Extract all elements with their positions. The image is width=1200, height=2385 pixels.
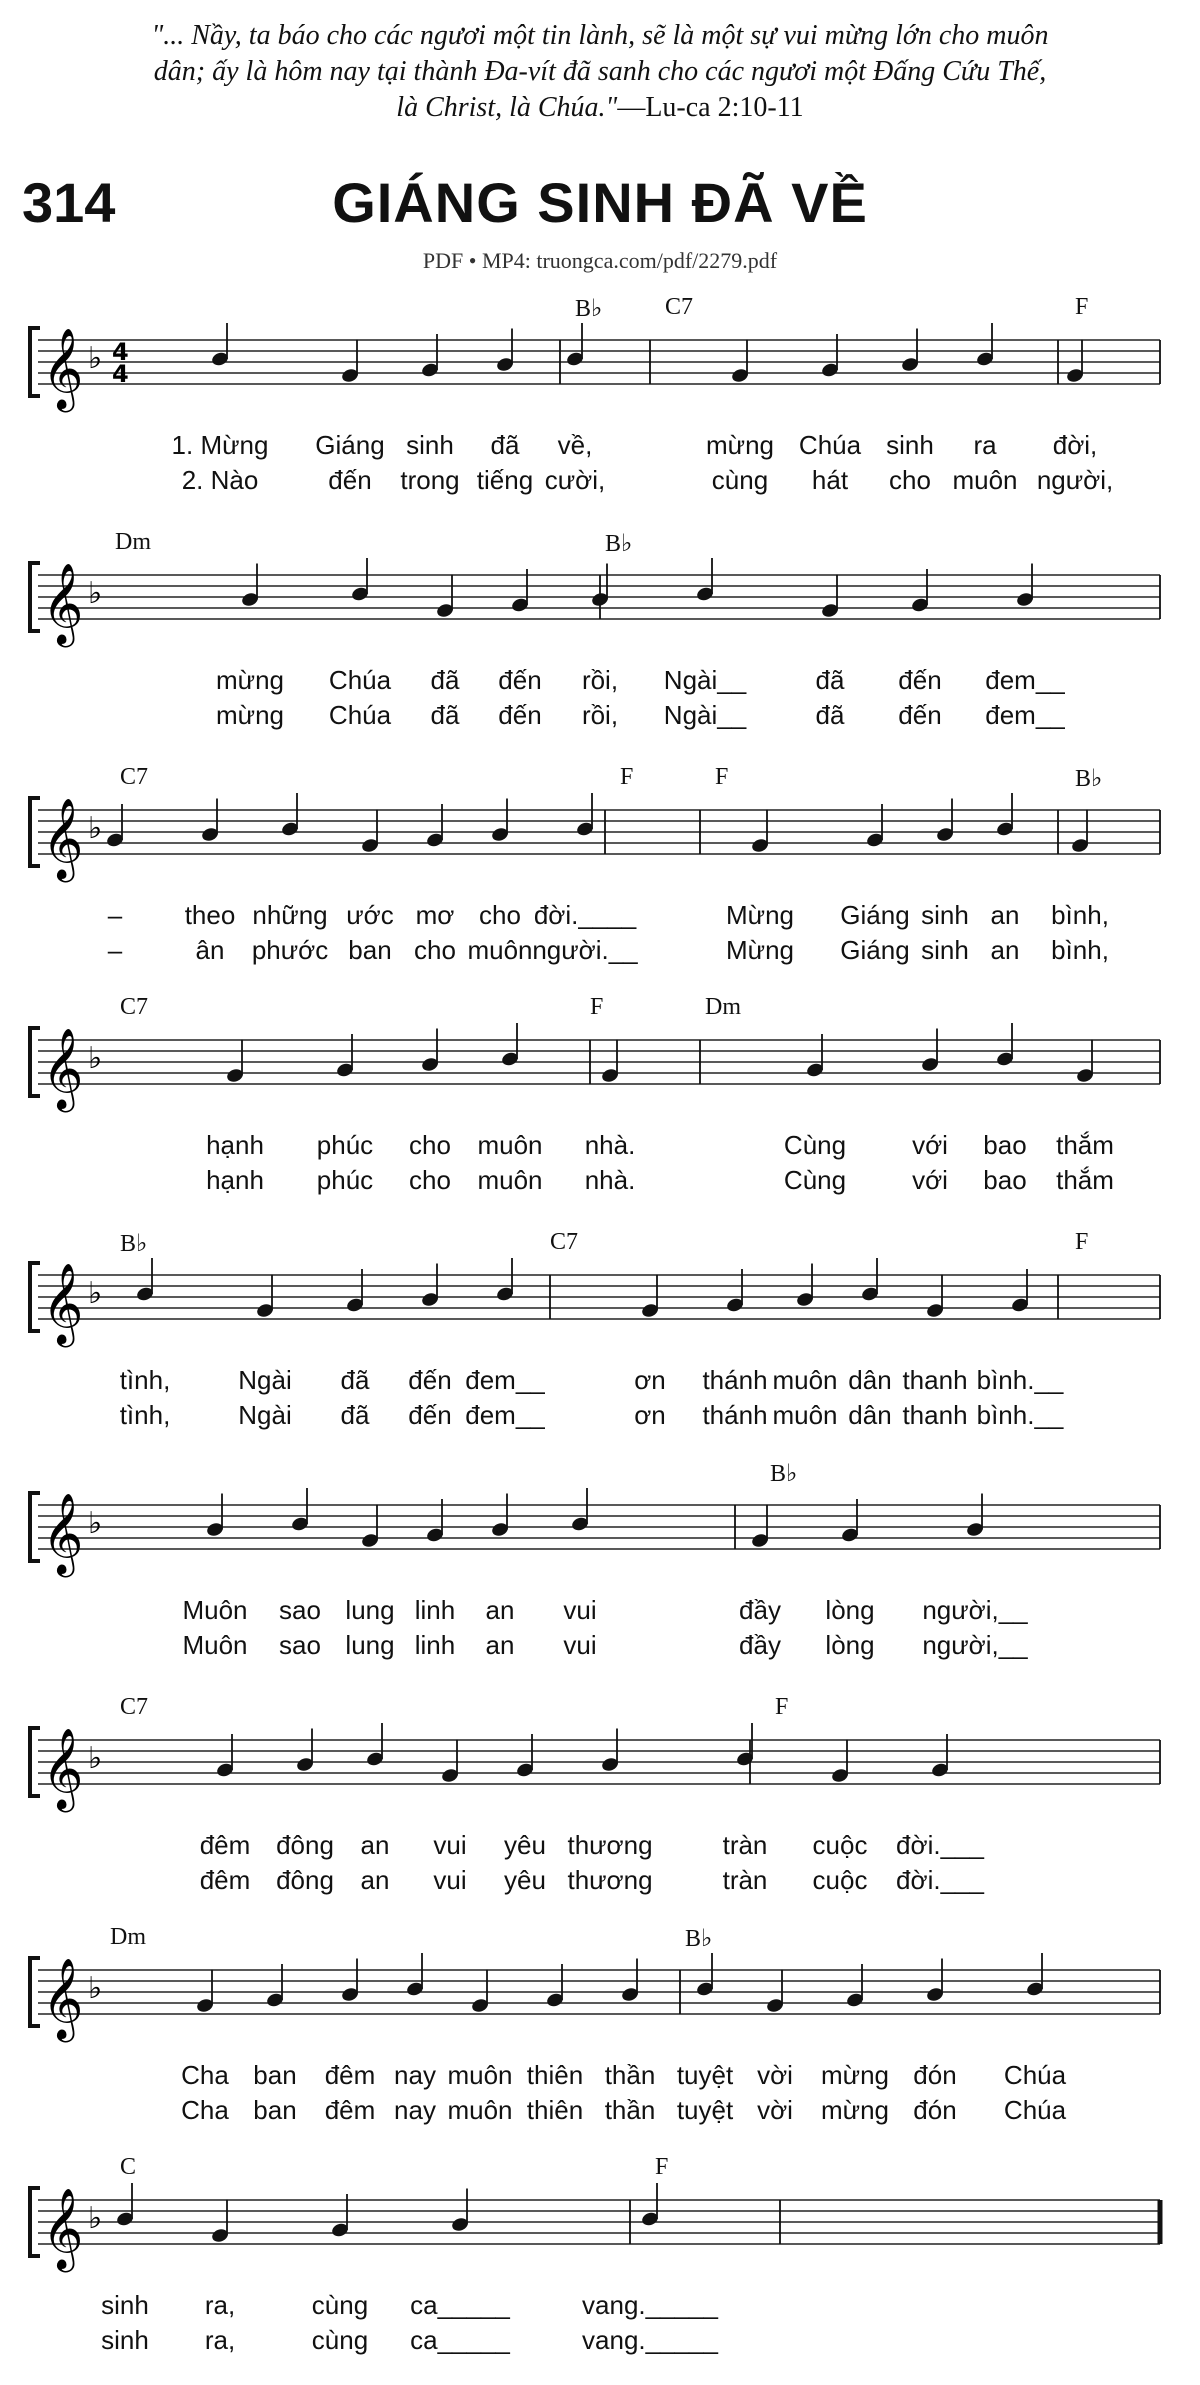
lyric-verse-2: rồi, xyxy=(581,700,619,730)
lyric-verse-1: Muôn xyxy=(182,1595,248,1625)
chord-symbol: F xyxy=(1075,294,1089,320)
lyric-verse-1: ra xyxy=(973,430,997,460)
lyric-verse-2: an xyxy=(990,935,1020,965)
lyric-verse-1: theo xyxy=(184,900,236,930)
lyric-verse-2: muôn xyxy=(447,2095,513,2125)
lyric-verse-1: với xyxy=(912,1130,948,1160)
lyric-verse-1: nay xyxy=(394,2060,436,2090)
chord-symbol: Dm xyxy=(115,529,151,555)
lyric-verse-1: ơn xyxy=(634,1365,666,1395)
lyric-verse-1: đến xyxy=(408,1365,452,1395)
lyric-verse-1: muôn xyxy=(477,1130,543,1160)
verse-line-2: dân; ấy là hôm nay tại thành Đa-vít đã sanh cho các ngươi một Đấng Cứu Thế, xyxy=(153,56,1047,87)
lyric-verse-2: bình, xyxy=(1051,935,1109,965)
staff-system xyxy=(0,2154,1200,2385)
chord-symbol: B♭ xyxy=(605,531,633,557)
staff-system xyxy=(0,529,1200,760)
lyric-verse-2: thiên xyxy=(526,2095,584,2125)
lyric-verse-2: muôn xyxy=(477,1165,543,1195)
lyric-verse-2: ân xyxy=(195,935,225,965)
chord-symbol: B♭ xyxy=(1075,766,1103,792)
lyric-verse-1: lung xyxy=(345,1595,395,1625)
lyric-verse-1: người,__ xyxy=(922,1595,1028,1625)
lyric-verse-2: nay xyxy=(394,2095,436,2125)
lyric-verse-1: mừng xyxy=(216,665,284,695)
staff-system xyxy=(0,1461,1200,1690)
staff-lines xyxy=(0,770,1200,910)
lyric-verse-1: đã xyxy=(490,430,520,460)
staff-system xyxy=(0,1694,1200,1925)
chord-symbol: C xyxy=(120,2154,137,2180)
lyric-verse-1: sinh xyxy=(886,430,934,460)
staff-system xyxy=(0,294,1200,525)
lyric-verse-2: người,__ xyxy=(922,1630,1028,1660)
lyric-verse-2: đến xyxy=(898,700,942,730)
chord-symbol: C7 xyxy=(120,994,149,1020)
lyric-verse-2: vui xyxy=(563,1630,597,1660)
lyric-verse-1: bình, xyxy=(1051,900,1109,930)
lyric-verse-2: cho xyxy=(414,935,456,965)
lyric-verse-1: Chúa xyxy=(328,665,392,695)
lyric-verse-1: đời.____ xyxy=(533,900,637,930)
lyric-verse-2: đón xyxy=(913,2095,957,2125)
lyric-verse-1: đã xyxy=(340,1365,370,1395)
lyric-verse-2: tiếng xyxy=(476,465,534,495)
lyric-verse-1: đã xyxy=(430,665,460,695)
lyric-verse-1: về, xyxy=(557,430,593,460)
lyric-verse-1: Mừng xyxy=(726,900,794,930)
lyric-verse-2: với xyxy=(912,1165,948,1195)
chord-symbol: F xyxy=(655,2154,669,2180)
lyric-verse-2: đã xyxy=(815,700,845,730)
lyric-verse-1: linh xyxy=(414,1595,456,1625)
lyric-verse-2: tràn xyxy=(722,1865,768,1895)
lyric-verse-2: Muôn xyxy=(182,1630,248,1660)
verse-line-3-text: là Christ, là Chúa." xyxy=(396,92,618,123)
lyric-verse-2: sinh xyxy=(101,2325,149,2355)
lyric-verse-1: dân xyxy=(848,1365,892,1395)
flat-key-signature-icon: ♭ xyxy=(88,1741,103,1776)
lyric-verse-1: ca_____ xyxy=(410,2290,510,2320)
lyric-verse-2: cười, xyxy=(544,465,606,495)
chord-symbol: B♭ xyxy=(120,1231,148,1257)
lyric-verse-1: ra, xyxy=(204,2290,236,2320)
lyric-verse-2: 2. Nào xyxy=(181,465,259,495)
lyric-verse-1: đêm xyxy=(199,1830,251,1860)
lyric-verse-1: đem__ xyxy=(465,1365,545,1395)
lyric-verse-1: ban xyxy=(253,2060,297,2090)
lyric-verse-2: sinh xyxy=(921,935,969,965)
lyric-verse-2: đã xyxy=(340,1400,370,1430)
lyric-verse-1: những xyxy=(252,900,328,930)
lyric-verse-2: Mừng xyxy=(726,935,794,965)
lyric-verse-2: cuộc xyxy=(812,1865,868,1895)
lyric-verse-1: an xyxy=(360,1830,390,1860)
lyric-verse-1: bình.__ xyxy=(976,1365,1064,1395)
chord-symbol: Dm xyxy=(705,994,741,1020)
lyric-verse-1: tình, xyxy=(119,1365,171,1395)
lyric-verse-1: đầy xyxy=(739,1595,781,1625)
lyric-verse-2: đem__ xyxy=(985,700,1065,730)
chord-symbol: F xyxy=(775,1694,789,1720)
lyric-verse-1: Giáng xyxy=(315,430,385,460)
treble-clef-icon: 𝄞 xyxy=(42,1957,84,2039)
lyric-verse-1: thiên xyxy=(526,2060,584,2090)
lyric-verse-2: phước xyxy=(251,935,329,965)
lyric-verse-2: cùng xyxy=(711,465,769,495)
staff-system xyxy=(0,1229,1200,1460)
lyric-verse-2: an xyxy=(360,1865,390,1895)
lyric-verse-1: cho xyxy=(479,900,521,930)
flat-key-signature-icon: ♭ xyxy=(88,1276,103,1311)
lyric-verse-1: thương xyxy=(567,1830,653,1860)
lyric-verse-2: muôn xyxy=(952,465,1018,495)
treble-clef-icon: 𝄞 xyxy=(42,1027,84,1109)
lyric-verse-2: mừng xyxy=(216,700,284,730)
chord-symbol: C7 xyxy=(120,1694,149,1720)
chord-symbol: C7 xyxy=(665,294,694,320)
lyric-verse-2: bình.__ xyxy=(976,1400,1064,1430)
lyric-verse-2: vang._____ xyxy=(582,2325,718,2355)
lyric-verse-2: đến xyxy=(408,1400,452,1430)
lyric-verse-2: ca_____ xyxy=(410,2325,510,2355)
chord-symbol: F xyxy=(590,994,604,1020)
lyric-verse-2: ban xyxy=(348,935,392,965)
lyric-verse-2: dân xyxy=(848,1400,892,1430)
lyric-verse-2: đã xyxy=(430,700,460,730)
lyric-verse-2: cùng xyxy=(311,2325,369,2355)
lyric-verse-1: rồi, xyxy=(581,665,619,695)
chord-symbol: C7 xyxy=(120,764,149,790)
lyric-verse-1: thần xyxy=(604,2060,656,2090)
lyric-verse-2: thắm xyxy=(1056,1165,1114,1195)
staff-lines xyxy=(0,535,1200,675)
lyric-verse-2: sao xyxy=(279,1630,321,1660)
lyric-verse-1: phúc xyxy=(316,1130,374,1160)
lyric-verse-2: linh xyxy=(414,1630,456,1660)
treble-clef-icon: 𝄞 xyxy=(42,1492,84,1574)
lyric-verse-2: đến xyxy=(498,700,542,730)
chord-symbol: B♭ xyxy=(685,1926,713,1952)
lyric-verse-2: đời.___ xyxy=(896,1865,984,1895)
verse-line-3 xyxy=(30,90,1170,126)
lyric-verse-2: đem__ xyxy=(465,1400,545,1430)
chord-symbol: Dm xyxy=(110,1924,146,1950)
chord-symbol: F xyxy=(620,764,634,790)
lyric-verse-1: vời xyxy=(757,2060,793,2090)
lyric-verse-2: Giáng xyxy=(840,935,910,965)
lyric-verse-2: thương xyxy=(567,1865,653,1895)
lyric-verse-2: thần xyxy=(604,2095,656,2125)
treble-clef-icon: 𝄞 xyxy=(42,2187,84,2269)
lyric-verse-1: đời.___ xyxy=(896,1830,984,1860)
lyric-verse-1: Giáng xyxy=(840,900,910,930)
lyric-verse-1: sinh xyxy=(921,900,969,930)
time-signature: 4 xyxy=(112,360,129,388)
staff-system xyxy=(0,1924,1200,2155)
lyric-verse-1: 1. Mừng xyxy=(171,430,269,460)
treble-clef-icon: 𝄞 xyxy=(42,562,84,644)
treble-clef-icon: 𝄞 xyxy=(42,797,84,879)
lyric-verse-1: mừng xyxy=(706,430,774,460)
staff-lines xyxy=(0,1000,1200,1140)
flat-key-signature-icon: ♭ xyxy=(88,1041,103,1076)
lyric-verse-2: – xyxy=(107,935,123,965)
lyric-verse-2: hát xyxy=(811,465,849,495)
lyric-verse-1: đời, xyxy=(1052,430,1098,460)
chord-symbol: F xyxy=(715,764,729,790)
lyric-verse-2: hạnh xyxy=(206,1165,264,1195)
lyric-verse-2: ban xyxy=(253,2095,297,2125)
lyric-verse-2: bao xyxy=(983,1165,1027,1195)
flat-key-signature-icon: ♭ xyxy=(88,1971,103,2006)
lyric-verse-1: thánh xyxy=(702,1365,768,1395)
lyric-verse-2: đêm xyxy=(324,2095,376,2125)
lyric-verse-1: sinh xyxy=(406,430,454,460)
lyric-verse-2: đến xyxy=(328,465,372,495)
lyric-verse-2: cho xyxy=(409,1165,451,1195)
lyric-verse-2: thanh xyxy=(902,1400,968,1430)
lyric-verse-2: muôn xyxy=(772,1400,838,1430)
lyric-verse-1: bao xyxy=(983,1130,1027,1160)
lyric-verse-2: vời xyxy=(757,2095,793,2125)
lyric-verse-2: vui xyxy=(433,1865,467,1895)
lyric-verse-1: đến xyxy=(898,665,942,695)
lyric-verse-2: thánh xyxy=(702,1400,768,1430)
lyric-verse-1: Chúa xyxy=(1003,2060,1067,2090)
staff-system xyxy=(0,764,1200,995)
lyric-verse-2: ơn xyxy=(634,1400,666,1430)
lyric-verse-1: sao xyxy=(279,1595,321,1625)
lyric-verse-2: muôn xyxy=(467,935,533,965)
lyric-verse-1: – xyxy=(107,900,123,930)
lyric-verse-2: Chúa xyxy=(1003,2095,1067,2125)
lyric-verse-1: đem__ xyxy=(985,665,1065,695)
lyric-verse-1: vui xyxy=(433,1830,467,1860)
staff-lines xyxy=(0,1235,1200,1375)
lyric-verse-1: hạnh xyxy=(206,1130,264,1160)
scripture-verse xyxy=(30,18,1170,126)
lyric-verse-1: vang._____ xyxy=(582,2290,718,2320)
lyric-verse-2: đêm xyxy=(199,1865,251,1895)
chord-symbol: C7 xyxy=(550,1229,579,1255)
lyric-verse-2: người.__ xyxy=(532,935,638,965)
lyric-verse-1: sinh xyxy=(101,2290,149,2320)
lyric-verse-1: nhà. xyxy=(584,1130,636,1160)
lyric-verse-1: yêu xyxy=(504,1830,546,1860)
treble-clef-icon: 𝄞 xyxy=(42,1727,84,1809)
lyric-verse-2: tình, xyxy=(119,1400,171,1430)
staff-lines xyxy=(0,2160,1200,2300)
lyric-verse-1: ước xyxy=(346,900,394,930)
lyric-verse-1: tuyệt xyxy=(676,2060,734,2090)
flat-key-signature-icon: ♭ xyxy=(88,2201,103,2236)
lyric-verse-1: cho xyxy=(409,1130,451,1160)
lyric-verse-2: yêu xyxy=(504,1865,546,1895)
chord-symbol: F xyxy=(1075,1229,1089,1255)
hymn-number: 314 xyxy=(22,171,116,234)
verse-reference: —Lu-ca 2:10-11 xyxy=(617,92,804,123)
lyric-verse-1: Chúa xyxy=(798,430,862,460)
lyric-verse-2: Ngài xyxy=(238,1400,292,1430)
flat-key-signature-icon: ♭ xyxy=(88,341,103,376)
flat-key-signature-icon: ♭ xyxy=(88,811,103,846)
lyric-verse-2: tuyệt xyxy=(676,2095,734,2125)
source-link[interactable]: PDF • MP4: truongca.com/pdf/2279.pdf xyxy=(422,248,778,273)
lyric-verse-1: đêm xyxy=(324,2060,376,2090)
lyric-verse-1: thanh xyxy=(902,1365,968,1395)
lyric-verse-1: vui xyxy=(563,1595,597,1625)
verse-line-1: "... Nầy, ta báo cho các ngươi một tin lành, sẽ là một sự vui mừng lớn cho muôn xyxy=(151,20,1049,51)
lyric-verse-2: lòng xyxy=(825,1630,875,1660)
staff-lines xyxy=(0,1465,1200,1605)
staff-lines xyxy=(0,1930,1200,2070)
lyric-verse-2: an xyxy=(485,1630,515,1660)
lyric-verse-2: người, xyxy=(1036,465,1114,495)
lyric-verse-1: đón xyxy=(913,2060,957,2090)
lyric-verse-2: lung xyxy=(345,1630,395,1660)
lyric-verse-2: mừng xyxy=(821,2095,889,2125)
lyric-verse-1: cùng xyxy=(311,2290,369,2320)
lyric-verse-1: đã xyxy=(815,665,845,695)
lyric-verse-1: Cùng xyxy=(783,1130,847,1160)
lyric-verse-2: đầy xyxy=(739,1630,781,1660)
treble-clef-icon: 𝄞 xyxy=(42,1262,84,1344)
lyric-verse-1: mơ xyxy=(415,900,455,930)
flat-key-signature-icon: ♭ xyxy=(88,576,103,611)
time-signature: 4 xyxy=(112,338,129,366)
lyric-verse-2: nhà. xyxy=(584,1165,636,1195)
hymn-title: GIÁNG SINH ĐÃ VỀ xyxy=(332,171,868,234)
lyric-verse-2: Cha xyxy=(181,2095,229,2125)
lyric-verse-2: trong xyxy=(400,465,460,495)
lyric-verse-1: thắm xyxy=(1056,1130,1114,1160)
lyric-verse-1: an xyxy=(990,900,1020,930)
lyric-verse-1: Ngài__ xyxy=(663,665,747,695)
lyric-verse-1: muôn xyxy=(447,2060,513,2090)
lyric-verse-2: cho xyxy=(889,465,931,495)
lyric-verse-2: ra, xyxy=(204,2325,236,2355)
lyric-verse-1: đến xyxy=(498,665,542,695)
lyric-verse-1: đông xyxy=(276,1830,334,1860)
lyric-verse-2: Cùng xyxy=(783,1165,847,1195)
treble-clef-icon: 𝄞 xyxy=(42,327,84,409)
chord-symbol: B♭ xyxy=(770,1461,798,1487)
lyric-verse-1: muôn xyxy=(772,1365,838,1395)
lyric-verse-1: Ngài xyxy=(238,1365,292,1395)
lyric-verse-1: Cha xyxy=(181,2060,229,2090)
lyric-verse-2: đông xyxy=(276,1865,334,1895)
lyric-verse-2: Ngài__ xyxy=(663,700,747,730)
staff-lines xyxy=(0,1700,1200,1840)
staff-system xyxy=(0,994,1200,1225)
lyric-verse-1: lòng xyxy=(825,1595,875,1625)
lyric-verse-2: Chúa xyxy=(328,700,392,730)
lyric-verse-1: an xyxy=(485,1595,515,1625)
chord-symbol: B♭ xyxy=(575,296,603,322)
lyric-verse-2: phúc xyxy=(316,1165,374,1195)
flat-key-signature-icon: ♭ xyxy=(88,1506,103,1541)
lyric-verse-1: mừng xyxy=(821,2060,889,2090)
lyric-verse-1: cuộc xyxy=(812,1830,868,1860)
lyric-verse-1: tràn xyxy=(722,1830,768,1860)
